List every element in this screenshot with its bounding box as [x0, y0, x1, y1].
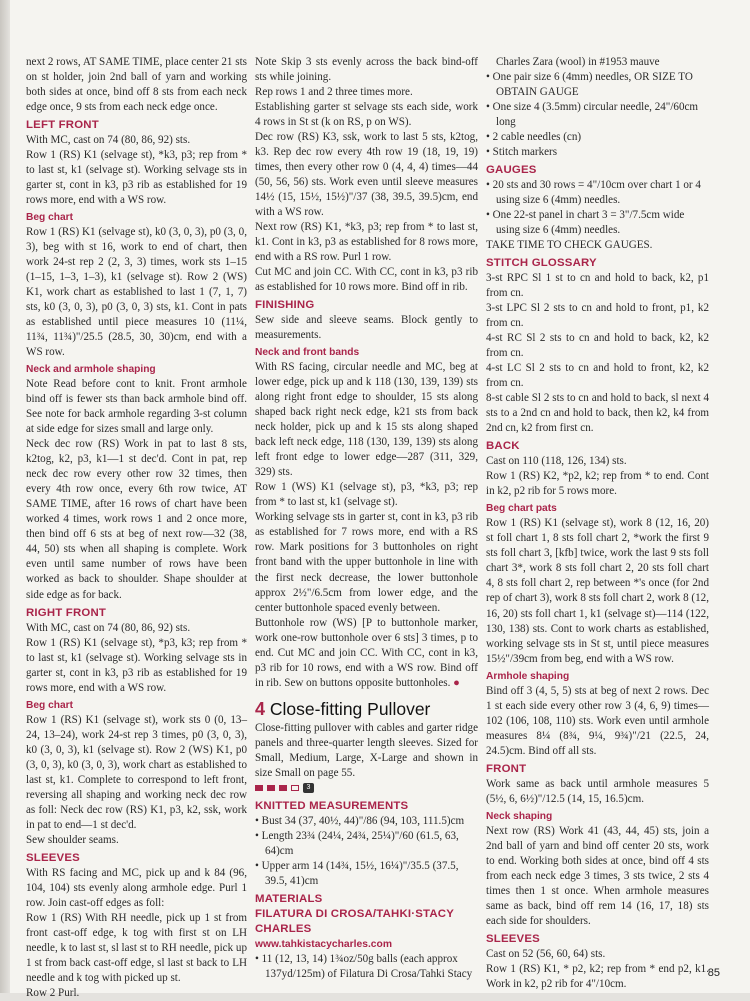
note-skip: Note Skip 3 sts evenly across the back bind-off sts while joining. [255, 56, 478, 84]
materials-url-link[interactable]: www.tahkistacycharles.com [255, 938, 392, 950]
front-text: Work same as back until armhole measures 5 (5½, 6, 6½)"/12.5 (14, 15, 16.5)cm. [486, 777, 709, 805]
sleeves-row2: Row 2 Purl. [26, 986, 80, 999]
pattern-description: Close-fitting pullover with cables and garter ridge panels and three-quarter length sleeves. Sized for Small, Medium, Large, X-Large and shown in size Small on page 55. [255, 721, 478, 779]
buttonhole-row-text [255, 616, 478, 691]
neck-shaping-text: Next row (RS) Work 41 (43, 44, 45) sts, join a 2nd ball of yarn and bind off center 20 sts, work to end. Working both sides at once, bind off 4 sts from each neck edge 3 times, 3 sts twice, 2 sts 4 times then 1 st once. When armhole measures same as back, bind off rem 14 (16, 17, 18) sts each side for shoulders. [486, 824, 709, 927]
materials-heading: MATERIALS [255, 892, 323, 905]
rep-rows: Rep rows 1 and 2 three times more. [255, 86, 413, 99]
next-row-text: Next row (RS) K1, *k3, p3; rep from * to last st, k1. Cont in k3, p3 as established for 8 rows more, end with a RS row. Purl 1 row. [255, 221, 478, 264]
dec-row-text: Dec row (RS) K3, ssk, work to last 5 sts, k2tog, k3. Rep dec row every 4th row 19 (18, 19, 19) times, then every other row 0 (4, 4, 4) times—44 (50, 56, 56) sts. Work even until sleeve measures 14½ (15, 15½, 15½)"/37 (38, 39.5, 39.5)cm, end with a WS row. [255, 131, 478, 219]
sleeves-heading: SLEEVES [26, 851, 80, 864]
beg-chart2-text: Row 1 (RS) K1 (selvage st), work sts 0 (0, 13–24, 13–24), work 24-st rep 3 times, p0 (3, 0, 3), k0 (3, 0, 3), k1 (selvage st). Row 2 (WS) K1, p0 (3, 0, 3), k0 (3, 0, 3), work chart as established to last st, k1. Complete to correspond to left front, reversing all shaping and working neck dec row as foll: Neck dec row (RS) K1, p3, k2, ssk, work in pat to end—1 st dec'd. [26, 713, 247, 831]
glossary-lpc: 3-st LPC Sl 2 sts to cn and hold to front, p1, k2 from cn. [486, 302, 709, 330]
gauge-1: • 20 sts and 30 rows = 4"/10cm over chart 1 or 4 using size 6 (4mm) needles. [486, 179, 701, 207]
column-middle [255, 55, 478, 982]
beg-chart-text: Row 1 (RS) K1 (selvage st), k0 (3, 0, 3), p0 (3, 0, 3), beg with st 16, work to end of chart, then work 24-st rep 2 (2, 3, 3) times, work sts 1–15 (1–15, 1–3, 1–3), k1 (selvage st). Row 2 (WS) K1, work chart as established to last 1 (7, 1, 7) sts, k0 (3, 0, 3), p0 (3, 0, 3) sts, k1. Cont in pats as established until piece measures 10 (11¼, 11¾, 11¾)"/25.5 (28.5, 30, 30)cm, end with a WS row. [26, 226, 247, 359]
column-right [486, 55, 709, 992]
beg-chart2-heading: Beg chart [26, 699, 73, 711]
armhole-shaping-heading: Armhole shaping [486, 670, 570, 682]
left-front-heading: LEFT FRONT [26, 119, 99, 132]
skill-level-indicator [255, 782, 478, 794]
right-front-row1: Row 1 (RS) K1 (selvage st), *p3, k3; rep from * to last st, k1 (selvage st). Working selvage sts in garter st, cont in k3, p3 rib as established for 19 rows more, end with a WS row. [26, 636, 247, 694]
pattern-number: 4 [255, 698, 266, 719]
glossary-lc: 4-st LC Sl 2 sts to cn and hold to front, k2, k2 from cn. [486, 362, 709, 390]
material-markers-text: Stitch markers [492, 146, 558, 159]
gauge-1-text: 20 sts and 30 rows = 4"/10cm over chart 1 or 4 using size 6 (4mm) needles. [492, 179, 701, 207]
material-cable-needles: • 2 cable needles (cn) [486, 131, 582, 144]
bust-measurement: • Bust 34 (37, 40½, 44)"/86 (94, 103, 111.5)cm [255, 814, 465, 827]
material-needles: • One pair size 6 (4mm) needles, OR SIZE TO OBTAIN GAUGE [486, 71, 693, 99]
knitted-measurements-heading: KNITTED MEASUREMENTS [255, 799, 409, 812]
right-front-heading: RIGHT FRONT [26, 606, 107, 619]
materials-brand: FILATURA DI CROSA/TAHKI·STACY CHARLES [255, 907, 454, 935]
neck-armhole-heading: Neck and armhole shaping [26, 364, 156, 376]
page-gutter-shadow [0, 0, 10, 993]
establish-garter: Establishing garter st selvage sts each side, work 4 rows in St st (k on RS, p on WS). [255, 101, 478, 129]
finishing-text: Sew side and sleeve seams. Block gently to measurements. [255, 314, 478, 342]
buttonhole-row-body: Buttonhole row (WS) [P to buttonhole marker, work one-row buttonhole over 6 sts] 3 times, p to end. Cut MC and join CC. With CC, cont in k3, p3 rib for 10 rows, end with a WS row. Bind off in rib. Sew on buttons opposite buttonholes. [255, 616, 478, 689]
sleeves-text: With RS facing and MC, pick up and k 84 (96, 104, 104) sts evenly along armhole edge. Purl 1 row. Join cast-off edges as foll: [26, 866, 247, 909]
neck-dec-row-text: Neck dec row (RS) Work in pat to last 8 sts, k2tog, k2, p3, k1—1 st dec'd. Cont in pat, rep neck dec row every other row 32 times, then every 4th row once, every 6th row twice, AT SAME TIME, after 16 rows of chart have been worked 4 times, work rows 1 and 2 once more, then bind off 6 sts at beg of next row—32 (38, 44, 50) sts when all shaping is complete. Work even until same number of rows have been worked as back to shoulder. Shape shoulder at side edge as for back. [26, 438, 247, 601]
working-selvage-text: Working selvage sts in garter st, cont in k3, p3 rib as established for 7 rows more, end with a RS row. Mark positions for 3 buttonholes on right front band with the upper buttonhole in line with the first neck decrease, the lower buttonhole approx 2½"/6.5cm from lower edge, and the center buttonhole spaced evenly between. [255, 511, 478, 614]
pattern-title-text: Close-fitting Pullover [269, 698, 431, 719]
column-left [26, 55, 247, 1001]
neck-armhole-note: Note Read before cont to knit. Front armhole bind off is fewer sts than back armhole bind off. See note for back armhole regarding 3-st column at side edge for sizes small and large only. [26, 378, 247, 436]
beg-chart-heading: Beg chart [26, 212, 73, 224]
skill-bar-filled-icon [279, 785, 287, 791]
sleeves-row1: Row 1 (RS) With RH needle, pick up 1 st from front cast-off edge, k tog with first st on LH needle, k to last st, sl last st to RH needle, pick up 1 st from back cast-off edge, sl last st back to LH needle and k tog with picked up st. [26, 911, 247, 984]
page-number: 85 [707, 967, 720, 979]
end-bullet-icon: ● [453, 676, 460, 689]
finishing-heading: FINISHING [255, 299, 315, 312]
back-cast-on: Cast on 110 (118, 126, 134) sts. [486, 455, 627, 468]
neck-shaping-heading: Neck shaping [486, 810, 553, 822]
back-row1: Row 1 (RS) K2, *p2, k2; rep from * to end. Cont in k2, p2 rib for 5 rows more. [486, 470, 709, 498]
glossary-rc: 4-st RC Sl 2 sts to cn and hold to back, k2, k2 from cn. [486, 332, 709, 360]
skill-badge-icon: 3 [303, 783, 314, 793]
gauge-2: • One 22-st panel in chart 3 = 3"/7.5cm wide using size 6 (4mm) needles. [486, 209, 685, 237]
length-text: Length 23¾ (24¼, 24¾, 25¼)"/60 (61.5, 63, 64)cm [261, 829, 459, 857]
skill-bar-filled-icon [255, 785, 263, 791]
front-heading: FRONT [486, 762, 527, 775]
beg-chart-pats-heading: Beg chart pats [486, 503, 557, 515]
right-front-cast-on: With MC, cast on 74 (80, 86, 92) sts. [26, 621, 191, 634]
back-heading: BACK [486, 440, 520, 453]
left-front-row1: Row 1 (RS) K1 (selvage st), *k3, p3; rep from * to last st, k1 (selvage st). Working selvage sts in garter st, cont in k3, p3 rib as established for 19 rows more, end with a WS row. [26, 149, 247, 207]
upper-arm-text: Upper arm 14 (14¾, 15½, 16¼)"/35.5 (37.5, 39.5, 41)cm [261, 859, 459, 887]
cut-mc-text: Cut MC and join CC. With CC, cont in k3, p3 rib as established for 10 rows more. Bind off in rib. [255, 266, 478, 294]
neck-intro-text: next 2 rows, AT SAME TIME, place center 21 sts on st holder, join 2nd ball of yarn and working both sides at once, bind off 8 sts from each neck edge once, 9 sts from each neck edge once. [26, 56, 247, 114]
sew-shoulder-text: Sew shoulder seams. [26, 833, 119, 846]
stitch-glossary-heading: STITCH GLOSSARY [486, 257, 597, 270]
length-measurement: • Length 23¾ (24¼, 24¾, 25¼)"/60 (61.5, 63, 64)cm [255, 829, 459, 857]
gauge-2-text: One 22-st panel in chart 3 = 3"/7.5cm wide using size 6 (4mm) needles. [492, 209, 685, 237]
material-needles-text: One pair size 6 (4mm) needles, OR SIZE TO OBTAIN GAUGE [492, 71, 693, 99]
material-cable-text: 2 cable needles (cn) [492, 131, 582, 144]
glossary-cable8: 8-st cable Sl 2 sts to cn and hold to back, sl next 4 sts to a 2nd cn and hold to back, then k2, k4 from 2nd cn, k2 from first cn. [486, 392, 709, 435]
bust-text: Bust 34 (37, 40½, 44)"/86 (94, 103, 111.5)cm [261, 814, 465, 827]
row1-ws-text: Row 1 (WS) K1 (selvage st), p3, *k3, p3; rep from * to last st, k1 (selvage st). [255, 481, 478, 509]
material-markers: • Stitch markers [486, 146, 558, 159]
upper-arm-measurement: • Upper arm 14 (14¾, 15½, 16¼)"/35.5 (37.5, 39.5, 41)cm [255, 859, 459, 887]
pattern-title [255, 699, 478, 719]
material-circular-text: One size 4 (3.5mm) circular needle, 24"/60cm long [492, 101, 699, 129]
sleeves2-row1: Row 1 (RS) K1, * p2, k2; rep from * end p2, k1. Work in k2, p2 rib for 4"/10cm. [486, 962, 709, 990]
armhole-shaping-text: Bind off 3 (4, 5, 5) sts at beg of next 2 rows. Dec 1 st each side every other row 3 (4, 6, 9) times—102 (106, 108, 110) sts. Work even until armhole measures 8¼ (8¾, 9¼, 9¾)"/21 (22.5, 24, 24.5)cm. Bind off all sts. [486, 684, 709, 757]
magazine-page [10, 0, 750, 999]
charles-zara: Charles Zara (wool) in #1953 mauve [496, 56, 660, 68]
beg-chart-pats-text: Row 1 (RS) K1 (selvage st), work 8 (12, 16, 20) st foll chart 1, 8 sts foll chart 2, *work the first 9 sts foll chart 3, [kfb] twice, work the last 9 sts foll chart 3*, work 8 sts foll chart 2, 20 sts foll chart 4, 8 sts foll chart 2, rep between *'s once (for 2nd rep of chart 3), work 8 sts foll chart 2, work 8 (12, 16, 20) sts foll chart 1, k1 (selvage st)—114 (122, 130, 138) sts. Cont to work charts as established, working selvage sts in St st, until piece measures 15½"/39cm from beg, end with a WS row. [486, 517, 709, 665]
take-time-text: TAKE TIME TO CHECK GAUGES. [486, 239, 653, 252]
skill-bar-empty-icon [291, 785, 299, 791]
materials-item1: • 11 (12, 13, 14) 1¾oz/50g balls (each approx 137yd/125m) of Filatura Di Crosa/Tahki Stacy [255, 952, 473, 980]
sleeves2-cast-on: Cast on 52 (56, 60, 64) sts. [486, 947, 606, 960]
neck-bands-heading: Neck and front bands [255, 347, 360, 359]
materials-item1-text: 11 (12, 13, 14) 1¾oz/50g balls (each approx 137yd/125m) of Filatura Di Crosa/Tahki Stacy [261, 952, 473, 980]
sleeves2-heading: SLEEVES [486, 932, 540, 945]
left-front-cast-on: With MC, cast on 74 (80, 86, 92) sts. [26, 134, 191, 147]
neck-bands-text: With RS facing, circular needle and MC, beg at lower edge, pick up and k 118 (130, 139, 139) sts along right front edge to shoulder, 15 sts along shaped back right neck edge, k21 sts from back neck holder, pick up and k 15 sts along shaped back left neck edge, 118 (130, 139, 139) sts along left front edge to lower edge—287 (311, 329, 329) sts. [255, 361, 478, 479]
material-circular: • One size 4 (3.5mm) circular needle, 24"/60cm long [486, 101, 699, 129]
gauges-heading: GAUGES [486, 164, 537, 177]
skill-bar-filled-icon [267, 785, 275, 791]
glossary-rpc: 3-st RPC Sl 1 st to cn and hold to back, k2, p1 from cn. [486, 272, 709, 300]
